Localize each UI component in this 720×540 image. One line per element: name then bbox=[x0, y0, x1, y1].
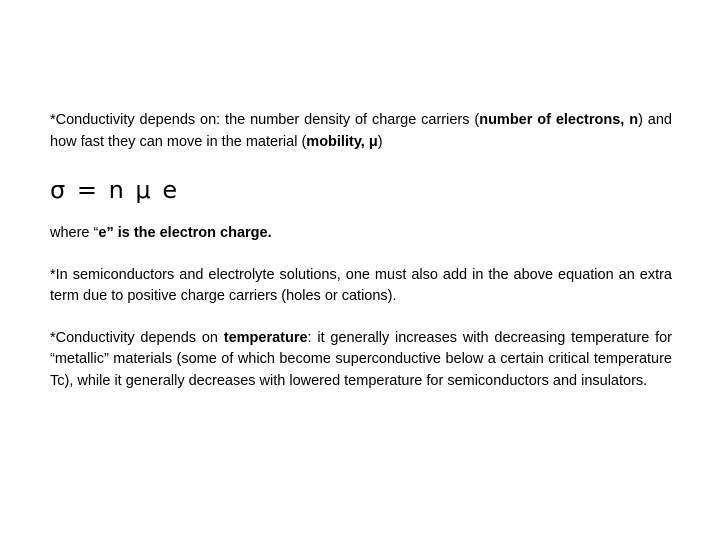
p4-text-a: *Conductivity depends on bbox=[50, 329, 224, 346]
p1-text-a: *Conductivity depends on: the number density of charge carriers ( bbox=[50, 112, 480, 128]
p1-bold-mobility: mobility, μ bbox=[306, 133, 378, 150]
slide-content bbox=[50, 110, 672, 392]
conductivity-formula: σ = n μ e bbox=[50, 176, 180, 204]
p4-text-c: : it generally increases with decreasing temperature for “metallic” materials (some of which become superconductive below a certain critical temperature Tc), while it generally decreases with lowered temperature for semiconductors and insulators. bbox=[50, 329, 672, 389]
p2-text-a: where “ bbox=[50, 225, 99, 241]
p1-bold-number-of-electrons: number of electrons, n bbox=[479, 112, 639, 128]
temperature-paragraph bbox=[50, 328, 672, 393]
p2-bold-e: e bbox=[98, 225, 107, 241]
semiconductors-paragraph: *In semiconductors and electrolyte solutions, one must also add in the above equation an extra term due to positive charge carriers (holes or cations). bbox=[50, 266, 672, 304]
p4-bold-temperature: temperature bbox=[223, 329, 308, 346]
conductivity-definition-paragraph bbox=[50, 110, 672, 153]
p2-bold-rest: ” is the electron charge. bbox=[106, 225, 272, 241]
p1-text-e: ) bbox=[377, 133, 383, 150]
electron-charge-paragraph bbox=[50, 223, 672, 245]
p1-text-c: ) and how fast they can move in the material ( bbox=[50, 112, 672, 150]
